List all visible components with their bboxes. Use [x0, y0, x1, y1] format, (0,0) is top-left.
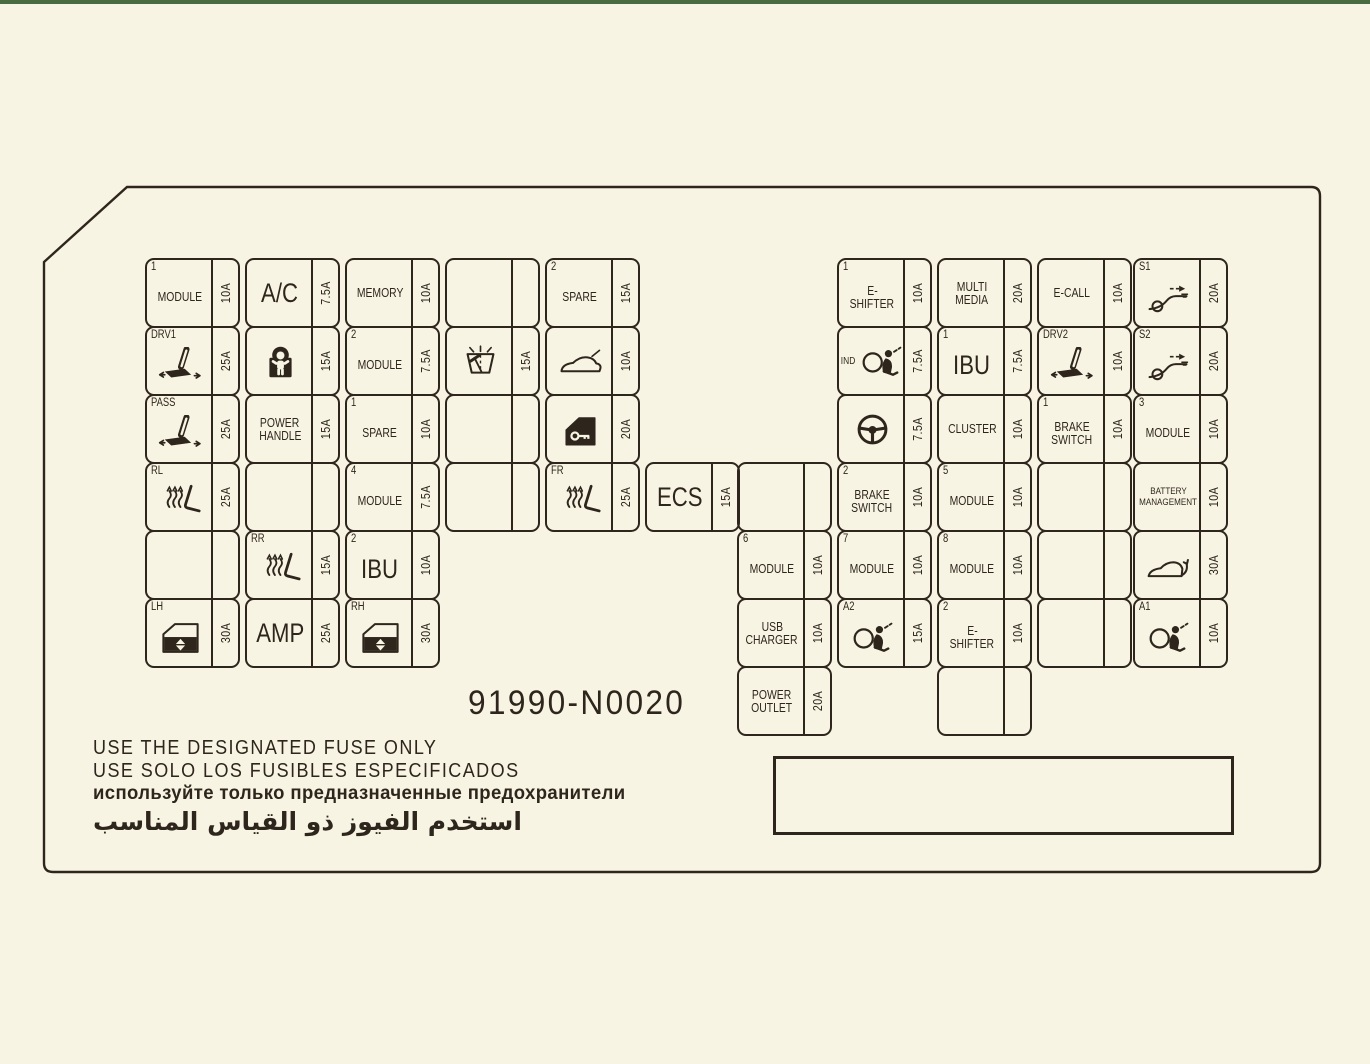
fuse-label: MANAGEMENT [1139, 497, 1197, 508]
fuse-spare-2 [545, 258, 640, 328]
sunroof-icon [1145, 347, 1192, 384]
fuse-ibu-1 [937, 326, 1032, 396]
fuse-slot-empty [445, 462, 540, 532]
warning-text-block [93, 737, 654, 839]
fuse-position-label: PASS [151, 397, 176, 409]
fuse-label: MODULE [1145, 425, 1191, 441]
amp-rating: 30A [1199, 532, 1226, 598]
fuse-child-lock [245, 326, 340, 396]
fuse-seat-heat-fr [545, 462, 640, 532]
fuse-position-label: 2 [551, 261, 557, 273]
fuse-power-outlet [737, 666, 832, 736]
amp-rating: 15A [711, 464, 738, 530]
amp-rating: 7.5A [903, 396, 930, 462]
seat-heat-icon [257, 551, 304, 588]
fuse-e-call [1037, 258, 1132, 328]
amp-rating: 25A [211, 328, 238, 394]
amp-rating: 10A [1199, 464, 1226, 530]
warning-line-russian: используйте только предназначенные предохранители [93, 782, 626, 804]
fuse-position-label: RH [351, 601, 365, 613]
seat-heat-icon [557, 483, 604, 520]
fuse-position-label: 7 [843, 533, 849, 545]
amp-rating: 10A [411, 532, 438, 598]
icon-prefix-label: IND [840, 355, 856, 367]
amp-rating [1103, 600, 1130, 666]
fuse-module-4 [345, 462, 440, 532]
fuse-amp [245, 598, 340, 668]
fuse-slot-empty [145, 530, 240, 600]
fuse-slot-empty [737, 462, 832, 532]
fuse-ibu-2 [345, 530, 440, 600]
fuse-label: AMP [256, 617, 304, 648]
seat-adjust-icon [157, 415, 204, 452]
fuse-ac [245, 258, 340, 328]
fuse-position-label: 1 [351, 397, 357, 409]
fuse-window-lh [145, 598, 240, 668]
fuse-usb-charger [737, 598, 832, 668]
fuse-position-label: 2 [843, 465, 849, 477]
fuse-label: MEDIA [955, 292, 989, 307]
fuse-sunroof-s1 [1133, 258, 1228, 328]
fuse-label: MULTI [956, 278, 988, 294]
fuse-label: CHARGER [745, 632, 798, 647]
amp-rating: 7.5A [903, 328, 930, 394]
seat-adjust-icon [1049, 347, 1096, 384]
amp-rating: 10A [803, 532, 830, 598]
fuse-position-label: 1 [843, 261, 849, 273]
amp-rating: 10A [803, 600, 830, 666]
fuse-position-label: 2 [943, 601, 949, 613]
window-icon [157, 619, 204, 656]
car-icon [557, 343, 604, 380]
fuse-label: POWER [752, 686, 792, 702]
fuse-label: SHIFTER [949, 636, 995, 651]
amp-rating: 10A [1103, 396, 1130, 462]
fuse-label: IBU [361, 553, 399, 584]
fuse-label: OUTLET [751, 700, 793, 715]
fuse-position-label: S1 [1139, 261, 1151, 273]
fuse-slot-empty [1037, 530, 1132, 600]
amp-rating: 7.5A [1003, 328, 1030, 394]
fuse-slot-empty [445, 258, 540, 328]
fuse-label: E- [866, 282, 878, 298]
fuse-label: HANDLE [258, 428, 302, 443]
amp-rating [1103, 532, 1130, 598]
fuse-label: ECS [657, 481, 703, 512]
fuse-position-label: DRV1 [151, 329, 176, 341]
warning-line-english: USE THE DESIGNATED FUSE ONLY [93, 737, 438, 759]
fuse-sunroof-s2 [1133, 326, 1228, 396]
amp-rating [803, 464, 830, 530]
blank-label-box [773, 756, 1234, 835]
amp-rating: 10A [903, 260, 930, 326]
amp-rating: 30A [411, 600, 438, 666]
fuse-label: POWER [260, 414, 300, 430]
door-lock-icon [557, 411, 604, 448]
fuse-airbag-a2 [837, 598, 932, 668]
fuse-door-lock [545, 394, 640, 464]
amp-rating: 10A [1003, 600, 1030, 666]
fuse-position-label: LH [151, 601, 164, 613]
steering-icon [849, 411, 896, 448]
amp-rating [211, 532, 238, 598]
amp-rating [311, 464, 338, 530]
fuse-battery-management [1133, 462, 1228, 532]
fuse-label: SWITCH [851, 500, 893, 515]
fuse-window-rh [345, 598, 440, 668]
fuse-module-6 [737, 530, 832, 600]
fuse-label: USB [761, 618, 783, 634]
fuse-position-label: A2 [843, 601, 855, 613]
fuse-module-5 [937, 462, 1032, 532]
fuse-module-7 [837, 530, 932, 600]
amp-rating: 10A [611, 328, 638, 394]
airbag-icon [1145, 619, 1192, 656]
fuse-e-shifter-2 [937, 598, 1032, 668]
amp-rating [511, 396, 538, 462]
fuse-label: MEMORY [356, 285, 404, 301]
fuse-memory [345, 258, 440, 328]
fuse-position-label: 4 [351, 465, 357, 477]
part-number: 91990-N0020 [468, 684, 686, 722]
warning-line-arabic: استخدم الفيوز ذو القياس المناسب [93, 807, 522, 836]
amp-rating: 10A [411, 396, 438, 462]
fuse-label: MODULE [357, 493, 403, 509]
fuse-position-label: 2 [351, 329, 357, 341]
fuse-label: IBU [953, 349, 991, 380]
fuse-trunk [1133, 530, 1228, 600]
amp-rating: 10A [1003, 464, 1030, 530]
fuse-slot-empty [445, 394, 540, 464]
fuse-label: MODULE [949, 561, 995, 577]
fuse-slot-empty [1037, 462, 1132, 532]
fuse-position-label: 3 [1139, 397, 1145, 409]
amp-rating: 10A [1199, 396, 1226, 462]
amp-rating: 20A [1199, 328, 1226, 394]
fuse-steering [837, 394, 932, 464]
amp-rating: 15A [903, 600, 930, 666]
fuse-position-label: RR [251, 533, 265, 545]
fuse-label: SPARE [562, 289, 598, 305]
fuse-brake-switch-1 [1037, 394, 1132, 464]
fuse-washer [445, 326, 540, 396]
fuse-cluster [937, 394, 1032, 464]
fuse-car [545, 326, 640, 396]
fuse-label: SWITCH [1051, 432, 1093, 447]
fuse-position-label: 1 [151, 261, 157, 273]
fuse-airbag-a1 [1133, 598, 1228, 668]
child-lock-icon [257, 343, 304, 380]
fuse-position-label: 1 [1043, 397, 1049, 409]
amp-rating [1003, 668, 1030, 734]
amp-rating: 10A [903, 532, 930, 598]
amp-rating: 25A [611, 464, 638, 530]
amp-rating: 15A [511, 328, 538, 394]
fuse-label: A/C [261, 277, 299, 308]
fuse-label: SHIFTER [849, 296, 895, 311]
amp-rating: 10A [1199, 600, 1226, 666]
amp-rating: 7.5A [311, 260, 338, 326]
amp-rating: 7.5A [411, 464, 438, 530]
amp-rating: 15A [311, 396, 338, 462]
fuse-slot-empty [937, 666, 1032, 736]
fuse-seat-heat-rr [245, 530, 340, 600]
amp-rating: 7.5A [411, 328, 438, 394]
fuse-position-label: 5 [943, 465, 949, 477]
warning-line-spanish: USE SOLO LOS FUSIBLES ESPECIFICADOS [93, 759, 520, 782]
fuse-module-3 [1133, 394, 1228, 464]
fuse-spare-1 [345, 394, 440, 464]
fuse-seat-adjust-drv2 [1037, 326, 1132, 396]
amp-rating: 25A [311, 600, 338, 666]
amp-rating: 25A [211, 396, 238, 462]
fuse-position-label: FR [551, 465, 564, 477]
fuse-label: BRAKE [854, 486, 890, 502]
fuse-ecs [645, 462, 740, 532]
fuse-label: MODULE [749, 561, 795, 577]
fuse-label: CLUSTER [947, 421, 997, 437]
fuse-slot-empty [1037, 598, 1132, 668]
amp-rating: 20A [803, 668, 830, 734]
fuse-seat-adjust-drv1 [145, 326, 240, 396]
airbag-icon [849, 619, 896, 656]
amp-rating: 20A [611, 396, 638, 462]
amp-rating: 10A [1103, 260, 1130, 326]
fuse-label: BATTERY [1149, 486, 1187, 497]
trunk-icon [1145, 547, 1192, 584]
amp-rating: 10A [411, 260, 438, 326]
fuse-brake-switch-2 [837, 462, 932, 532]
amp-rating: 15A [311, 328, 338, 394]
fuse-label: MODULE [949, 493, 995, 509]
seat-heat-icon [157, 483, 204, 520]
amp-rating [511, 464, 538, 530]
fuse-position-label: S2 [1139, 329, 1151, 341]
fuse-slot-empty [245, 462, 340, 532]
washer-icon [457, 343, 504, 380]
amp-rating: 20A [1199, 260, 1226, 326]
fuse-seat-adjust-pass [145, 394, 240, 464]
amp-rating: 10A [211, 260, 238, 326]
window-icon [357, 619, 404, 656]
amp-rating: 15A [311, 532, 338, 598]
fuse-label: E- [966, 622, 978, 638]
fuse-position-label: DRV2 [1043, 329, 1068, 341]
amp-rating: 25A [211, 464, 238, 530]
fuse-label: E-CALL [1053, 285, 1091, 301]
fuse-label: MODULE [849, 561, 895, 577]
fuse-module-1 [145, 258, 240, 328]
fuse-position-label: RL [151, 465, 164, 477]
amp-rating: 15A [611, 260, 638, 326]
fuse-airbag-ind [837, 326, 932, 396]
fuse-module-2 [345, 326, 440, 396]
fuse-label: SPARE [362, 425, 398, 441]
sunroof-icon [1145, 279, 1192, 316]
fuse-multimedia [937, 258, 1032, 328]
fuse-position-label: 6 [743, 533, 749, 545]
amp-rating: 10A [1003, 532, 1030, 598]
fuse-e-shifter-1 [837, 258, 932, 328]
fuse-label: MODULE [157, 289, 203, 305]
airbag-icon [858, 343, 905, 380]
amp-rating: 10A [1103, 328, 1130, 394]
amp-rating: 10A [1003, 396, 1030, 462]
fuse-position-label: 1 [943, 329, 949, 341]
amp-rating [511, 260, 538, 326]
fuse-label: BRAKE [1054, 418, 1090, 434]
fuse-position-label: 8 [943, 533, 949, 545]
seat-adjust-icon [157, 347, 204, 384]
amp-rating: 20A [1003, 260, 1030, 326]
amp-rating [1103, 464, 1130, 530]
fuse-position-label: 2 [351, 533, 357, 545]
fuse-label: MODULE [357, 357, 403, 373]
amp-rating: 10A [903, 464, 930, 530]
fuse-position-label: A1 [1139, 601, 1151, 613]
fuse-power-handle [245, 394, 340, 464]
fuse-module-8 [937, 530, 1032, 600]
amp-rating: 30A [211, 600, 238, 666]
fuse-seat-heat-rl [145, 462, 240, 532]
